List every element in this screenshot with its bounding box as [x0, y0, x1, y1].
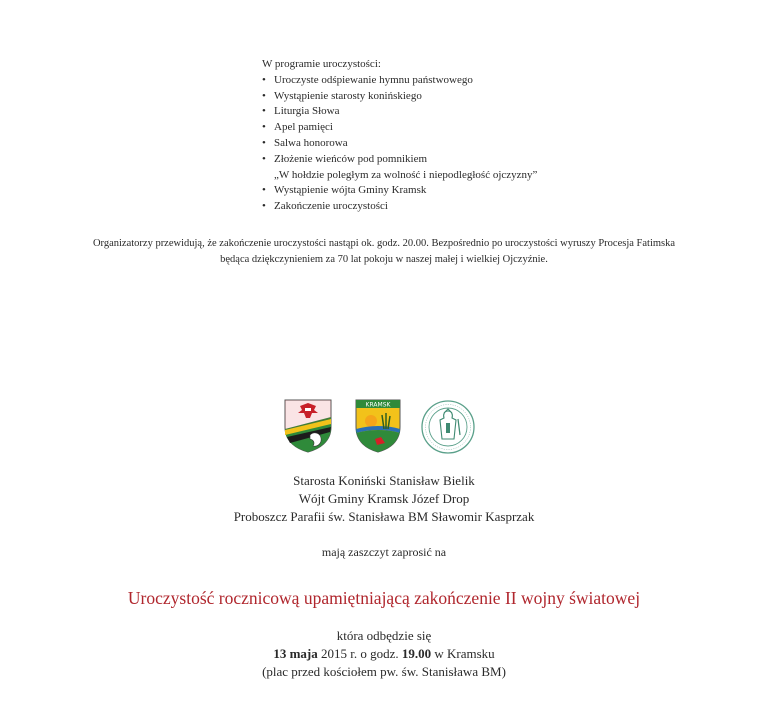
- invitation-text: mają zaszczyt zaprosić na: [321, 545, 447, 559]
- program-item: • Salwa honorowa: [262, 136, 537, 152]
- event-title: Uroczystość rocznicową upamiętniającą zakończenie II wojny światowej: [127, 588, 641, 608]
- program-item: • Zakończenie uroczystości: [262, 199, 537, 215]
- program-item: • Liturgia Słowa: [262, 104, 537, 120]
- details-intro: która odbędzie się: [336, 628, 432, 643]
- program-item: • Uroczyste odśpiewanie hymnu państwowego: [262, 73, 537, 89]
- program-item: [262, 152, 537, 184]
- event-date: 13 maja: [273, 646, 318, 661]
- powiat-konin-crest-icon: [284, 399, 332, 453]
- gmina-kramsk-crest-icon: [355, 399, 401, 453]
- signer-line: Starosta Koniński Stanisław Bielik: [293, 473, 475, 488]
- program-item: • Wystąpienie starosty konińskiego: [262, 89, 537, 105]
- program-item: • Apel pamięci: [262, 120, 537, 136]
- program-heading: W programie uroczystości:: [262, 58, 381, 70]
- organizers-note-line: będąca dziękczynieniem za 70 lat pokoju w naszej małej i wielkiej Ojczyźnie.: [220, 254, 548, 265]
- date-time-line: [0, 645, 768, 663]
- event-details: [0, 627, 768, 681]
- program-item: • Wystąpienie wójta Gminy Kramsk: [262, 183, 537, 199]
- event-place: w Kramsku: [431, 646, 495, 661]
- signer-line: Proboszcz Parafii św. Stanisława BM Sławomir Kasprzak: [233, 509, 535, 524]
- organizers-note: [0, 236, 768, 268]
- signer-line: Wójt Gminy Kramsk Józef Drop: [298, 491, 470, 506]
- event-time: 19.00: [401, 646, 432, 661]
- signers: [0, 472, 768, 526]
- event-location: (plac przed kościołem pw. św. Stanisława BM): [262, 664, 506, 679]
- program-section: [262, 57, 537, 215]
- program-list: [262, 73, 537, 215]
- parish-seal-icon: [420, 399, 476, 455]
- crests-row: [0, 399, 768, 455]
- event-year: 2015 r. o godz.: [317, 646, 402, 661]
- organizers-note-line: Organizatorzy przewidują, że zakończenie uroczystości nastąpi ok. godz. 20.00. Bezpośrednio po uroczystości wyruszy Procesja Fatimska: [92, 238, 676, 249]
- gmina-crest-label: KRAMSK: [365, 401, 391, 409]
- program-item-label: Złożenie wieńców pod pomnikiem: [274, 152, 428, 165]
- monument-inscription: „W hołdzie poległym za wolność i niepodległość ojczyzny”: [274, 168, 538, 181]
